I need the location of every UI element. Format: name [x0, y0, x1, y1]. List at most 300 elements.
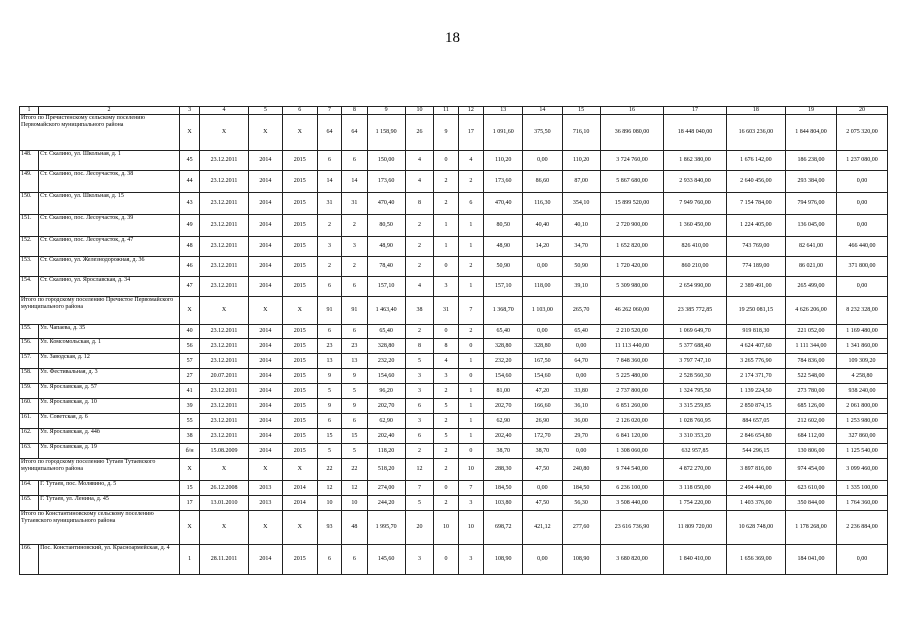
table-cell: 2 389 491,00: [726, 277, 785, 297]
table-cell: 0,00: [523, 257, 562, 277]
total-row: [20, 115, 888, 151]
table-cell: 685 126,00: [786, 399, 837, 414]
table-cell: 55: [180, 414, 200, 429]
table-cell: 1 754 220,00: [664, 496, 727, 511]
table-cell: 2014: [248, 384, 282, 399]
table-cell: 56: [180, 339, 200, 354]
table-cell: 23.12.2011: [200, 193, 249, 215]
table-cell: 23: [317, 339, 341, 354]
table-cell: 3 797 747,10: [664, 354, 727, 369]
table-cell: 1 111 344,00: [786, 339, 837, 354]
table-cell: 1: [458, 399, 483, 414]
table-cell: 23.12.2011: [200, 414, 249, 429]
table-cell: 1 028 760,95: [664, 414, 727, 429]
table-cell: 4 872 270,00: [664, 459, 727, 481]
table-cell: 2015: [282, 215, 317, 237]
table-cell: 45: [180, 151, 200, 171]
table-cell: 27: [180, 369, 200, 384]
table-cell: 327 860,00: [836, 429, 887, 444]
table-cell: 5 867 680,00: [600, 171, 664, 193]
table-cell: 3 724 760,00: [600, 151, 664, 171]
table-cell: 716,10: [562, 115, 600, 151]
table-cell: 2 720 900,00: [600, 215, 664, 237]
table-cell: 2: [458, 325, 483, 339]
row-number: 165.: [20, 496, 39, 511]
table-cell: 1: [434, 215, 458, 237]
table-cell: 9: [342, 399, 367, 414]
table-row: [20, 399, 888, 414]
table-cell: 1 764 360,00: [836, 496, 887, 511]
address-cell: Ст. Скалино, ул. Школьная, д. 1: [39, 151, 180, 171]
table-cell: 1: [458, 414, 483, 429]
table-cell: 2014: [282, 496, 317, 511]
table-cell: 64: [317, 115, 341, 151]
address-cell: Ул. Ярославская, д. 10: [39, 399, 180, 414]
table-cell: 93: [317, 511, 341, 545]
table-cell: X: [282, 459, 317, 481]
table-cell: 6: [317, 277, 341, 297]
table-cell: 3 680 820,00: [600, 545, 664, 575]
table-cell: 1 169 480,00: [836, 325, 887, 339]
table-cell: 11 113 440,00: [600, 339, 664, 354]
table-row: [20, 369, 888, 384]
table-cell: 10 628 748,00: [726, 511, 785, 545]
table-cell: 31: [434, 297, 458, 325]
column-number: 15: [562, 107, 600, 115]
table-cell: 1 656 369,00: [726, 545, 785, 575]
table-cell: 3: [458, 545, 483, 575]
table-cell: 36 896 080,00: [600, 115, 664, 151]
table-cell: 466 440,00: [836, 237, 887, 257]
column-number: 4: [200, 107, 249, 115]
table-cell: 96,20: [367, 384, 405, 399]
table-cell: 23.12.2011: [200, 399, 249, 414]
table-cell: 6: [342, 545, 367, 575]
table-cell: 2: [317, 257, 341, 277]
row-number: 159.: [20, 384, 39, 399]
column-number: 5: [248, 107, 282, 115]
table-cell: 62,90: [484, 414, 523, 429]
table-cell: 7: [458, 297, 483, 325]
table-cell: 826 410,00: [664, 237, 727, 257]
table-cell: 632 957,85: [664, 444, 727, 459]
total-row: [20, 297, 888, 325]
table-cell: 2 126 020,00: [600, 414, 664, 429]
table-cell: 2014: [248, 369, 282, 384]
table-cell: 62,90: [367, 414, 405, 429]
subtotal-label: Итого по Константиновскому сельскому поселению Тутаевского муниципального района: [20, 511, 180, 545]
table-cell: 6: [405, 399, 434, 414]
table-cell: 244,20: [367, 496, 405, 511]
table-cell: 2: [405, 237, 434, 257]
table-cell: 2 850 874,15: [726, 399, 785, 414]
table-cell: 31: [317, 193, 341, 215]
table-cell: 50,90: [484, 257, 523, 277]
table-cell: 8: [405, 193, 434, 215]
table-cell: 91: [317, 297, 341, 325]
address-cell: Г. Тутаев, пос. Молявино, д. 5: [39, 481, 180, 496]
table-cell: 3: [405, 384, 434, 399]
table-cell: X: [200, 511, 249, 545]
table-cell: 154,60: [523, 369, 562, 384]
table-cell: 2014: [248, 414, 282, 429]
table-cell: 20.07.2011: [200, 369, 249, 384]
table-cell: 221 052,00: [786, 325, 837, 339]
table-cell: 5: [342, 384, 367, 399]
table-cell: 2014: [248, 277, 282, 297]
table-cell: 22: [317, 459, 341, 481]
table-cell: 43: [180, 193, 200, 215]
table-cell: 2015: [282, 193, 317, 215]
table-cell: 2: [434, 193, 458, 215]
table-cell: 1: [458, 215, 483, 237]
row-number: 164.: [20, 481, 39, 496]
table-cell: 2 061 800,00: [836, 399, 887, 414]
column-number: 19: [786, 107, 837, 115]
table-cell: 13.01.2010: [200, 496, 249, 511]
table-cell: 3 508 440,00: [600, 496, 664, 511]
table-cell: 2 654 990,00: [664, 277, 727, 297]
table-row: [20, 325, 888, 339]
subtotal-label: Итого по городскому поселению Пречистое Первомайского муниципального района: [20, 297, 180, 325]
table-cell: 0: [458, 369, 483, 384]
table-cell: 12: [342, 481, 367, 496]
table-row: [20, 496, 888, 511]
table-cell: 3 310 353,20: [664, 429, 727, 444]
table-cell: 1: [458, 429, 483, 444]
address-cell: Пос. Константиновский, ул. Красноармейская, д. 4: [39, 545, 180, 575]
table-cell: 15: [317, 429, 341, 444]
table-cell: 1 253 980,00: [836, 414, 887, 429]
table-cell: 0: [458, 339, 483, 354]
table-cell: 82 641,00: [786, 237, 837, 257]
table-cell: 2015: [282, 257, 317, 277]
table-cell: 184,50: [484, 481, 523, 496]
table-cell: 2: [434, 171, 458, 193]
table-cell: 277,60: [562, 511, 600, 545]
table-cell: 0: [434, 325, 458, 339]
table-row: [20, 237, 888, 257]
table-cell: 15.08.2009: [200, 444, 249, 459]
table-cell: 172,70: [523, 429, 562, 444]
table-cell: 136 045,00: [786, 215, 837, 237]
table-cell: 7: [458, 481, 483, 496]
address-cell: Ст. Скалино, ул. Школьная, д. 15: [39, 193, 180, 215]
table-cell: 354,10: [562, 193, 600, 215]
table-cell: 9: [434, 115, 458, 151]
table-cell: 23.12.2011: [200, 325, 249, 339]
table-cell: X: [180, 297, 200, 325]
table-cell: 1 720 420,00: [600, 257, 664, 277]
table-cell: 1 652 820,00: [600, 237, 664, 257]
table-cell: 2015: [282, 325, 317, 339]
table-cell: 2014: [248, 171, 282, 193]
table-cell: 154,60: [484, 369, 523, 384]
column-number: 2: [39, 107, 180, 115]
table-cell: 1: [434, 237, 458, 257]
table-cell: 2014: [248, 325, 282, 339]
table-cell: 9: [317, 399, 341, 414]
table-cell: 7 949 760,00: [664, 193, 727, 215]
table-cell: 110,20: [484, 151, 523, 171]
table-cell: 2 494 440,00: [726, 481, 785, 496]
table-cell: 2015: [282, 414, 317, 429]
table-cell: 10: [434, 511, 458, 545]
table-cell: 9: [317, 369, 341, 384]
table-cell: 167,50: [523, 354, 562, 369]
table-cell: 22: [342, 459, 367, 481]
table-cell: 2015: [282, 237, 317, 257]
table-cell: 3: [405, 545, 434, 575]
table-cell: 2 528 560,30: [664, 369, 727, 384]
table-cell: 184 041,00: [786, 545, 837, 575]
table-cell: 118,20: [367, 444, 405, 459]
table-cell: 47,50: [523, 496, 562, 511]
table-cell: 1 844 804,00: [786, 115, 837, 151]
table-cell: 4 624 407,60: [726, 339, 785, 354]
table-cell: 328,80: [484, 339, 523, 354]
table-cell: 57: [180, 354, 200, 369]
table-cell: 1: [458, 384, 483, 399]
table-cell: 2015: [282, 444, 317, 459]
table-cell: 5: [317, 384, 341, 399]
table-cell: 6: [458, 193, 483, 215]
table-cell: 2015: [282, 171, 317, 193]
table-cell: 4 258,80: [836, 369, 887, 384]
address-cell: Ст. Скалино, ул. Железнодорожная, д. 36: [39, 257, 180, 277]
row-number: 149.: [20, 171, 39, 193]
table-cell: 288,30: [484, 459, 523, 481]
page-number: 18: [445, 30, 460, 46]
table-cell: 36,10: [562, 399, 600, 414]
table-cell: 23: [342, 339, 367, 354]
table-cell: 8: [405, 339, 434, 354]
table-cell: 2 933 840,00: [664, 171, 727, 193]
table-cell: 56,30: [562, 496, 600, 511]
column-number: 7: [317, 107, 341, 115]
table-cell: 23.12.2011: [200, 429, 249, 444]
table-cell: 86 021,00: [786, 257, 837, 277]
table-cell: 6: [317, 151, 341, 171]
table-cell: 3: [458, 496, 483, 511]
table-cell: 0,00: [836, 193, 887, 215]
table-cell: 1 368,70: [484, 297, 523, 325]
table-row: [20, 277, 888, 297]
table-cell: 23.12.2011: [200, 171, 249, 193]
table-cell: 40,40: [523, 215, 562, 237]
table-cell: X: [248, 511, 282, 545]
table-cell: 2: [434, 384, 458, 399]
table-cell: X: [200, 297, 249, 325]
table-cell: 40,10: [562, 215, 600, 237]
table-cell: X: [180, 459, 200, 481]
table-cell: 46: [180, 257, 200, 277]
table-cell: 6: [317, 325, 341, 339]
table-cell: 4: [405, 171, 434, 193]
table-cell: 47,50: [523, 459, 562, 481]
table-cell: 0,00: [562, 339, 600, 354]
table-cell: 2015: [282, 151, 317, 171]
table-cell: 938 240,00: [836, 384, 887, 399]
table-cell: 8 232 328,00: [836, 297, 887, 325]
table-cell: 2 737 800,00: [600, 384, 664, 399]
table-row: [20, 444, 888, 459]
table-cell: 5 377 688,40: [664, 339, 727, 354]
table-cell: 774 189,00: [726, 257, 785, 277]
table-cell: 1 335 100,00: [836, 481, 887, 496]
table-cell: 350 844,00: [786, 496, 837, 511]
table-cell: 0: [434, 151, 458, 171]
table-cell: 23 616 736,90: [600, 511, 664, 545]
table-cell: 2: [405, 444, 434, 459]
table-cell: 2 174 371,70: [726, 369, 785, 384]
table-cell: 1 069 649,70: [664, 325, 727, 339]
table-cell: 274,00: [367, 481, 405, 496]
table-cell: 2: [434, 414, 458, 429]
table-cell: 34,70: [562, 237, 600, 257]
row-number: 163.: [20, 444, 39, 459]
column-number: 14: [523, 107, 562, 115]
table-cell: 2: [317, 215, 341, 237]
table-row: [20, 414, 888, 429]
table-cell: 12: [317, 481, 341, 496]
table-cell: 7 848 360,00: [600, 354, 664, 369]
table-cell: 65,40: [484, 325, 523, 339]
table-cell: 375,50: [523, 115, 562, 151]
table-cell: 684 112,00: [786, 429, 837, 444]
table-cell: 0,00: [523, 481, 562, 496]
table-cell: 6: [342, 151, 367, 171]
table-cell: 1 862 380,00: [664, 151, 727, 171]
table-cell: 17: [180, 496, 200, 511]
table-cell: X: [282, 115, 317, 151]
table-cell: 50,90: [562, 257, 600, 277]
table-cell: 2013: [248, 496, 282, 511]
table-cell: 1 840 410,00: [664, 545, 727, 575]
table-cell: 2 236 884,00: [836, 511, 887, 545]
table-cell: 23.12.2011: [200, 215, 249, 237]
table-cell: 7 154 784,00: [726, 193, 785, 215]
table-cell: 5 309 980,00: [600, 277, 664, 297]
table-cell: 41: [180, 384, 200, 399]
table-cell: 0,00: [523, 151, 562, 171]
column-number: 10: [405, 107, 434, 115]
row-number: 151.: [20, 215, 39, 237]
table-cell: 3: [405, 414, 434, 429]
table-row: [20, 151, 888, 171]
table-cell: 2: [434, 444, 458, 459]
table-cell: 184,50: [562, 481, 600, 496]
table-cell: 2: [405, 257, 434, 277]
table-cell: 884 657,05: [726, 414, 785, 429]
table-cell: 5: [317, 444, 341, 459]
table-cell: 328,80: [367, 339, 405, 354]
table-cell: 28.11.2011: [200, 545, 249, 575]
table-cell: 1 995,70: [367, 511, 405, 545]
address-cell: Ул. Заводская, д. 12: [39, 354, 180, 369]
total-row: [20, 511, 888, 545]
table-cell: 232,20: [484, 354, 523, 369]
table-cell: 202,70: [367, 399, 405, 414]
table-cell: 6: [317, 414, 341, 429]
header-row: [20, 107, 888, 115]
table-cell: 166,60: [523, 399, 562, 414]
table-cell: 145,60: [367, 545, 405, 575]
table-cell: 8: [434, 339, 458, 354]
table-cell: 3 315 259,85: [664, 399, 727, 414]
table-cell: 80,50: [367, 215, 405, 237]
address-cell: Ул. Комсомольская, д. 1: [39, 339, 180, 354]
column-number: 6: [282, 107, 317, 115]
table-cell: X: [248, 459, 282, 481]
table-cell: 2014: [248, 193, 282, 215]
table-cell: 38,70: [523, 444, 562, 459]
table-cell: 23 385 772,85: [664, 297, 727, 325]
row-number: 152.: [20, 237, 39, 257]
table-cell: 2: [342, 215, 367, 237]
table-cell: 0: [434, 481, 458, 496]
row-number: 166.: [20, 545, 39, 575]
table-cell: 10: [458, 459, 483, 481]
table-cell: 23.12.2011: [200, 384, 249, 399]
table-cell: 33,80: [562, 384, 600, 399]
table-row: [20, 171, 888, 193]
table-cell: X: [248, 297, 282, 325]
table-cell: 47: [180, 277, 200, 297]
address-cell: Ул. Фестивальная, д. 3: [39, 369, 180, 384]
table-row: [20, 257, 888, 277]
table-cell: 3 897 816,00: [726, 459, 785, 481]
table-cell: 4: [434, 354, 458, 369]
column-number: 9: [367, 107, 405, 115]
table-cell: 64,70: [562, 354, 600, 369]
table-cell: 2015: [282, 399, 317, 414]
table-cell: 4 626 206,00: [786, 297, 837, 325]
table-cell: 23.12.2011: [200, 339, 249, 354]
table-cell: 17: [458, 115, 483, 151]
table-cell: 11 809 720,00: [664, 511, 727, 545]
table-row: [20, 215, 888, 237]
table-cell: X: [180, 511, 200, 545]
table-cell: 0,00: [562, 369, 600, 384]
table-cell: 5 225 480,00: [600, 369, 664, 384]
table-cell: 2015: [282, 339, 317, 354]
table-cell: 2014: [248, 215, 282, 237]
table-cell: 2014: [248, 151, 282, 171]
table-cell: 3 265 776,90: [726, 354, 785, 369]
table-cell: 421,12: [523, 511, 562, 545]
table-cell: 9 744 540,00: [600, 459, 664, 481]
column-number: 20: [836, 107, 887, 115]
table-cell: 2 075 320,00: [836, 115, 887, 151]
table-cell: 64: [342, 115, 367, 151]
table-cell: 2014: [248, 339, 282, 354]
row-number: 157.: [20, 354, 39, 369]
column-number: 13: [484, 107, 523, 115]
table-cell: 78,40: [367, 257, 405, 277]
table-cell: 23.12.2011: [200, 151, 249, 171]
table-cell: 1 324 795,50: [664, 384, 727, 399]
table-cell: 2: [405, 215, 434, 237]
table-cell: 0,00: [523, 545, 562, 575]
table-cell: 2 640 456,00: [726, 171, 785, 193]
address-cell: Ул. Ярославская, д. 44б: [39, 429, 180, 444]
table-row: [20, 354, 888, 369]
table-cell: 38: [180, 429, 200, 444]
table-cell: 6: [405, 429, 434, 444]
table-cell: X: [282, 511, 317, 545]
table-cell: 86,60: [523, 171, 562, 193]
